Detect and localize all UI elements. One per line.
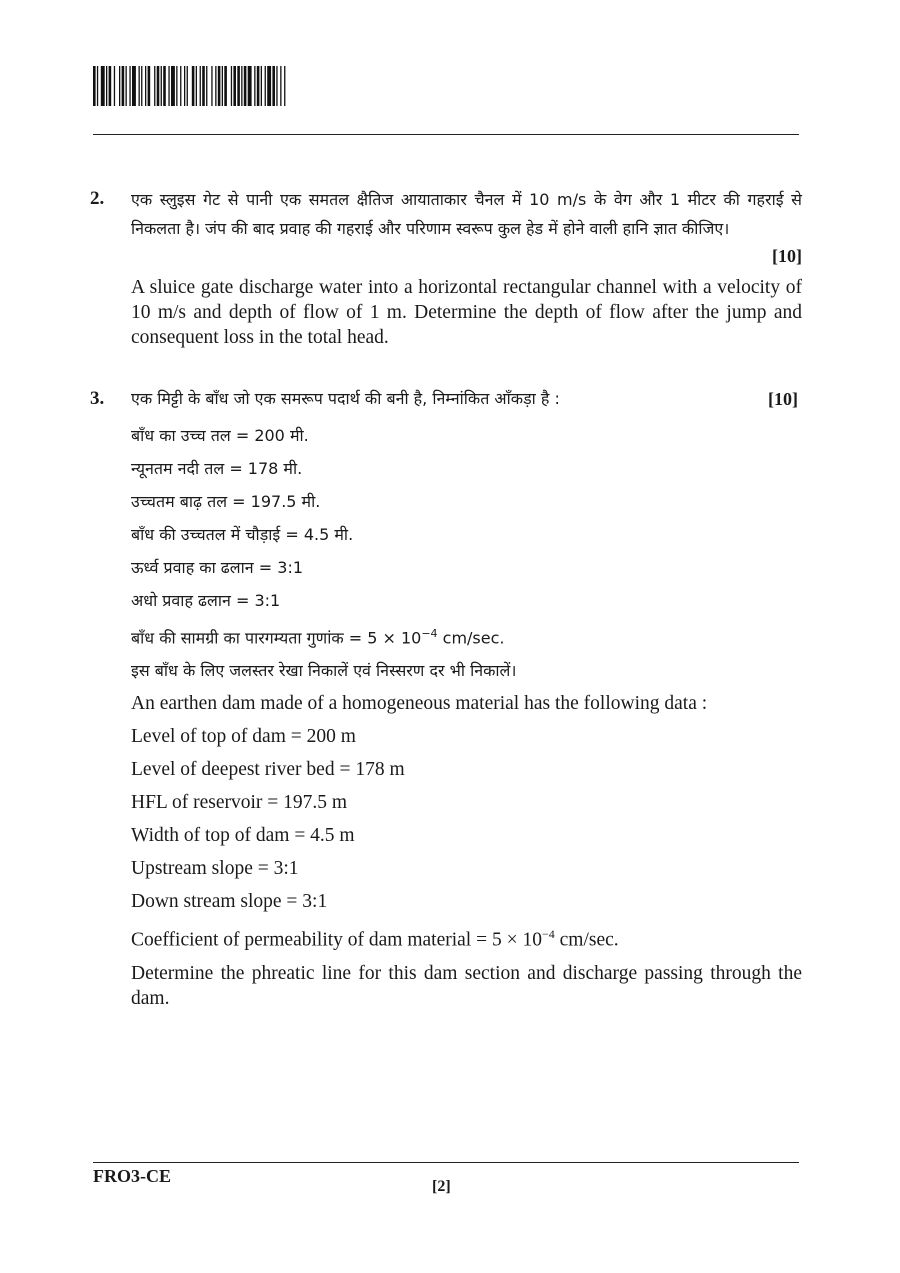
data-line-english: HFL of reservoir = 197.5 m: [131, 792, 348, 814]
data-line-hindi: अधो प्रवाह ढलान = 3:1: [131, 591, 281, 610]
question-number: 2.: [90, 188, 105, 209]
data-line-hindi: उच्चतम बाढ़ तल = 197.5 मी.: [131, 492, 321, 511]
data-line-english: Width of top of dam = 4.5 m: [131, 825, 355, 847]
permeability-line-hindi: बाँध की सामग्री का पारगम्यता गुणांक = $5 \times 10^{-4}$ cm/sec.: [131, 627, 505, 648]
top-divider: [93, 134, 799, 135]
barcode: [93, 66, 371, 106]
data-line-hindi: ऊर्ध्व प्रवाह का ढलान = 3:1: [131, 558, 304, 577]
data-line-hindi: बाँध का उच्च तल = 200 मी.: [131, 426, 309, 445]
page-number: [2]: [432, 1178, 451, 1195]
data-line-hindi: बाँध की उच्चतल में चौड़ाई = 4.5 मी.: [131, 525, 354, 544]
data-line-english: Level of deepest river bed = 178 m: [131, 759, 405, 781]
question-intro-english: An earthen dam made of a homogeneous material has the following data :: [131, 693, 708, 715]
task-english: Determine the phreatic line for this dam section and discharge passing through the dam.: [131, 962, 802, 1009]
marks: [10]: [768, 389, 798, 409]
marks: [10]: [772, 246, 802, 266]
paper-code: FRO3-CE: [93, 1166, 171, 1186]
question-2: [90, 185, 802, 350]
question-3: [90, 385, 802, 1011]
permeability-line-english: Coefficient of permeability of dam material = $5 \times 10^{-4}$ cm/sec.: [131, 927, 619, 951]
question-intro-hindi: एक मिट्टी के बाँध जो एक समरूप पदार्थ की बनी है, निम्नांकित आँकड़ा है :: [131, 389, 560, 408]
task-hindi: इस बाँध के लिए जलस्तर रेखा निकालें एवं निस्सरण दर भी निकालें।: [131, 661, 517, 681]
data-line-english: Level of top of dam = 200 m: [131, 726, 356, 748]
data-line-hindi: न्यूनतम नदी तल = 178 मी.: [131, 459, 303, 478]
question-text-hindi: एक स्लुइस गेट से पानी एक समतल क्षैतिज आयाताकार चैनल में 10 m/s के वेग और 1 मीटर की गहराई से निकलता है। जंप की बाद प्रवाह की गहराई और परिणाम स्वरूप कुल हेड में होने वाली हानि ज्ञात कीजिए।: [131, 190, 802, 238]
data-line-english: Upstream slope = 3:1: [131, 858, 299, 880]
question-text-english: A sluice gate discharge water into a horizontal rectangular channel with a velocity of 10 m/s and depth of flow of 1 m. Determine the depth of flow after the jump and consequent loss in the total head.: [131, 277, 802, 348]
data-line-english: Down stream slope = 3:1: [131, 891, 328, 913]
bottom-divider: [93, 1162, 799, 1163]
question-number: 3.: [90, 388, 105, 409]
